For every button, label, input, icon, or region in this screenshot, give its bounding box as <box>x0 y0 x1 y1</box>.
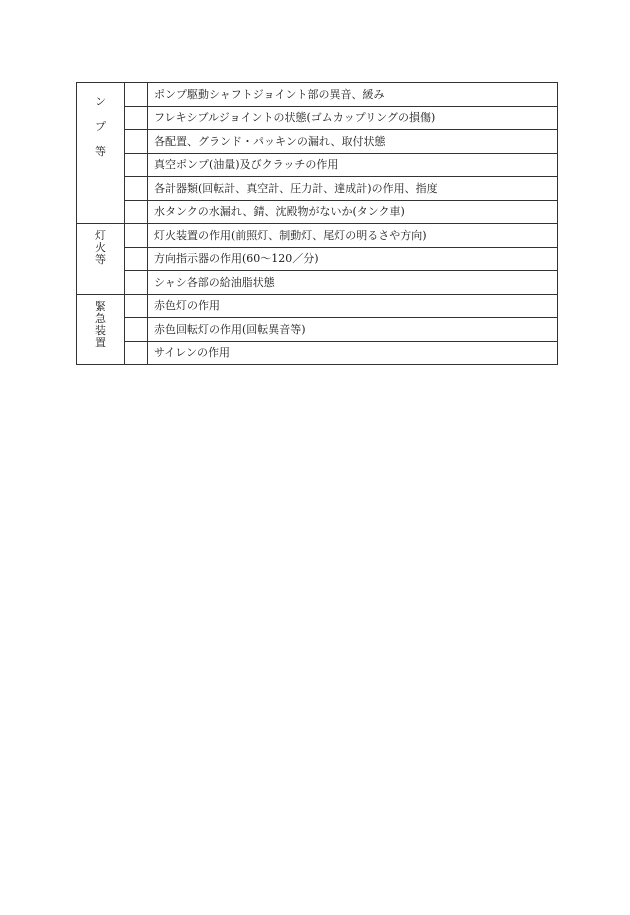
checklist-row <box>77 153 558 177</box>
checklist-body <box>77 83 558 365</box>
check-box-cell[interactable] <box>125 153 148 177</box>
checklist-item-text: フレキシブルジョイントの状態(ゴムカップリングの損傷) <box>148 106 558 130</box>
checklist-row <box>77 130 558 154</box>
section-category-cell <box>77 83 125 224</box>
checklist-item-text: 赤色灯の作用 <box>148 294 558 318</box>
checklist-row <box>77 83 558 107</box>
checklist-item-text: 赤色回転灯の作用(回転異音等) <box>148 318 558 342</box>
check-box-cell[interactable] <box>125 177 148 201</box>
check-box-cell[interactable] <box>125 130 148 154</box>
checklist-row <box>77 341 558 365</box>
check-box-cell[interactable] <box>125 294 148 318</box>
check-box-cell[interactable] <box>125 83 148 107</box>
checklist-item-text: サイレンの作用 <box>148 341 558 365</box>
checklist-item-text: シャシ各部の給油脂状態 <box>148 271 558 295</box>
checklist-row <box>77 271 558 295</box>
checklist-row <box>77 106 558 130</box>
checklist-item-text: 灯火装置の作用(前照灯、制動灯、尾灯の明るさや方向) <box>148 224 558 248</box>
checklist-item-text: 各計器類(回転計、真空計、圧力計、達成計)の作用、指度 <box>148 177 558 201</box>
check-box-cell[interactable] <box>125 106 148 130</box>
inspection-checklist-table <box>76 82 558 365</box>
check-box-cell[interactable] <box>125 224 148 248</box>
checklist-item-text: 方向指示器の作用(60〜120／分) <box>148 247 558 271</box>
checklist-row <box>77 200 558 224</box>
checklist-row <box>77 294 558 318</box>
checklist-item-text: ポンプ駆動シャフトジョイント部の異音、緩み <box>148 83 558 107</box>
check-box-cell[interactable] <box>125 318 148 342</box>
checklist-row <box>77 247 558 271</box>
check-box-cell[interactable] <box>125 341 148 365</box>
checklist-item-text: 真空ポンプ(油量)及びクラッチの作用 <box>148 153 558 177</box>
section-category-label: ンプ等 <box>94 95 106 158</box>
checklist-item-text: 水タンクの水漏れ、錆、沈殿物がないか(タンク車) <box>148 200 558 224</box>
section-category-cell <box>77 224 125 295</box>
check-box-cell[interactable] <box>125 271 148 295</box>
checklist-item-text: 各配置、グランド・パッキンの漏れ、取付状態 <box>148 130 558 154</box>
checklist-row <box>77 177 558 201</box>
section-category-cell <box>77 294 125 365</box>
checklist-row <box>77 224 558 248</box>
check-box-cell[interactable] <box>125 247 148 271</box>
section-category-label: 緊急装置 <box>94 299 106 349</box>
check-box-cell[interactable] <box>125 200 148 224</box>
section-category-label: 灯火等 <box>94 229 106 266</box>
checklist-row <box>77 318 558 342</box>
